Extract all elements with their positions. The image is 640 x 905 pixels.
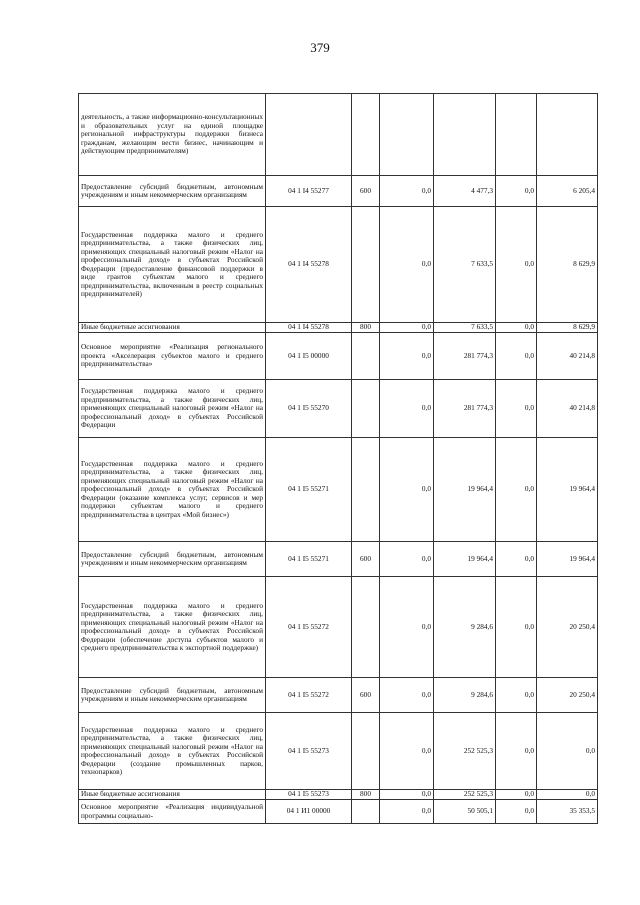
row-value-4: 40 214,8 [537, 380, 598, 438]
row-value-3: 0,0 [496, 542, 537, 577]
row-value-3: 0,0 [496, 380, 537, 438]
row-expense-type: 600 [352, 542, 380, 577]
row-value-2: 252 525,3 [434, 713, 496, 790]
row-value-3: 0,0 [496, 176, 537, 207]
row-description: Государственная поддержка малого и среднего предпринимательства, а также физических лиц, применяющих специальный налоговый режим «Налог на профессиональный доход» в субъектах Российской Федерации (предоставление финансовой поддержки в виде грантов субъектам малого и среднего предпринимательства, включенным в реестр социальных предпринимателей) [79, 207, 266, 323]
table-row [79, 800, 598, 824]
row-value-3 [496, 94, 537, 176]
table-row [79, 678, 598, 713]
row-description: Предоставление субсидий бюджетным, автономным учреждениям и иным некоммерческим организациям [79, 176, 266, 207]
row-value-4 [537, 94, 598, 176]
table-row [79, 333, 598, 380]
row-description: Государственная поддержка малого и среднего предпринимательства, а также физических лиц, применяющих специальный налоговый режим «Налог на профессиональный доход» в субъектах Российской Федерации (создание промышленных парков, технопарков) [79, 713, 266, 790]
row-value-1: 0,0 [380, 577, 434, 678]
row-value-1 [380, 94, 434, 176]
table-row [79, 380, 598, 438]
row-value-1: 0,0 [380, 713, 434, 790]
row-expense-type: 800 [352, 790, 380, 800]
row-code: 04 1 I5 00000 [266, 333, 352, 380]
row-value-1: 0,0 [380, 380, 434, 438]
row-description: Иные бюджетные ассигнования [79, 790, 266, 800]
row-code: 04 1 I5 55272 [266, 678, 352, 713]
row-value-4: 8 629,9 [537, 207, 598, 323]
row-value-3: 0,0 [496, 323, 537, 333]
row-code: 04 1 I4 55278 [266, 207, 352, 323]
row-value-1: 0,0 [380, 176, 434, 207]
row-value-3: 0,0 [496, 577, 537, 678]
row-expense-type [352, 207, 380, 323]
row-value-3: 0,0 [496, 800, 537, 824]
row-expense-type [352, 713, 380, 790]
table-row [79, 438, 598, 542]
row-expense-type [352, 438, 380, 542]
row-value-1: 0,0 [380, 438, 434, 542]
row-expense-type: 600 [352, 176, 380, 207]
row-code: 04 1 I5 55271 [266, 542, 352, 577]
row-expense-type [352, 94, 380, 176]
row-value-1: 0,0 [380, 333, 434, 380]
row-value-4: 0,0 [537, 713, 598, 790]
table-row [79, 577, 598, 678]
row-description: деятельность, а также информационно-консультационных и образовательных услуг на единой площадке региональной инфраструктуры поддержки бизнеса гражданам, желающим вести бизнес, начинающим и действующим предпринимателям) [79, 94, 266, 176]
row-value-4: 19 964,4 [537, 438, 598, 542]
table-row [79, 207, 598, 323]
row-description: Государственная поддержка малого и среднего предпринимательства, а также физических лиц, применяющих специальный налоговый режим «Налог на профессиональный доход» в субъектах Российской Федерации [79, 380, 266, 438]
row-code: 04 1 I4 55277 [266, 176, 352, 207]
row-description: Основное мероприятие «Реализация регионального проекта «Акселерация субъектов малого и среднего предпринимательства» [79, 333, 266, 380]
row-value-4: 20 250,4 [537, 678, 598, 713]
row-code: 04 1 I5 55271 [266, 438, 352, 542]
row-value-3: 0,0 [496, 678, 537, 713]
row-code: 04 1 I5 55270 [266, 380, 352, 438]
table-row [79, 713, 598, 790]
page-number: 379 [310, 40, 330, 55]
table-row [79, 542, 598, 577]
row-value-2: 19 964,4 [434, 542, 496, 577]
row-value-4: 8 629,9 [537, 323, 598, 333]
table-row [79, 323, 598, 333]
row-value-4: 20 250,4 [537, 577, 598, 678]
row-code: 04 1 I5 55272 [266, 577, 352, 678]
row-description: Основное мероприятие «Реализация индивидуальной программы социально- [79, 800, 266, 824]
row-description: Государственная поддержка малого и среднего предпринимательства, а также физических лиц, применяющих специальный налоговый режим «Налог на профессиональный доход» в субъектах Российской Федерации (оказание комплекса услуг, сервисов и мер поддержки субъектам малого и среднего предпринимательства в центрах «Мой бизнес») [79, 438, 266, 542]
table-row [79, 94, 598, 176]
row-value-2: 7 633,5 [434, 323, 496, 333]
row-value-1: 0,0 [380, 800, 434, 824]
row-value-2: 19 964,4 [434, 438, 496, 542]
row-value-4: 35 353,5 [537, 800, 598, 824]
row-value-3: 0,0 [496, 713, 537, 790]
table-row [79, 790, 598, 800]
row-value-2: 281 774,3 [434, 380, 496, 438]
row-value-1: 0,0 [380, 678, 434, 713]
row-value-3: 0,0 [496, 333, 537, 380]
row-value-2: 252 525,3 [434, 790, 496, 800]
row-value-3: 0,0 [496, 438, 537, 542]
budget-table [78, 93, 598, 824]
row-value-4: 6 205,4 [537, 176, 598, 207]
row-value-2: 7 633,5 [434, 207, 496, 323]
row-description: Иные бюджетные ассигнования [79, 323, 266, 333]
row-value-2: 4 477,3 [434, 176, 496, 207]
row-description: Предоставление субсидий бюджетным, автономным учреждениям и иным некоммерческим организациям [79, 542, 266, 577]
row-expense-type [352, 380, 380, 438]
row-expense-type: 800 [352, 323, 380, 333]
row-value-2 [434, 94, 496, 176]
row-expense-type [352, 800, 380, 824]
row-value-4: 40 214,8 [537, 333, 598, 380]
row-value-4: 19 964,4 [537, 542, 598, 577]
row-code: 04 1 I4 55278 [266, 323, 352, 333]
row-value-1: 0,0 [380, 790, 434, 800]
row-code: 04 1 I5 55273 [266, 790, 352, 800]
row-value-2: 9 284,6 [434, 678, 496, 713]
row-expense-type [352, 333, 380, 380]
row-value-4: 0,0 [537, 790, 598, 800]
row-value-2: 281 774,3 [434, 333, 496, 380]
row-expense-type [352, 577, 380, 678]
row-code [266, 94, 352, 176]
row-code: 04 1 И1 00000 [266, 800, 352, 824]
row-value-2: 50 505,1 [434, 800, 496, 824]
row-expense-type: 600 [352, 678, 380, 713]
row-value-1: 0,0 [380, 207, 434, 323]
row-value-2: 9 284,6 [434, 577, 496, 678]
row-code: 04 1 I5 55273 [266, 713, 352, 790]
row-description: Предоставление субсидий бюджетным, автономным учреждениям и иным некоммерческим организациям [79, 678, 266, 713]
row-value-1: 0,0 [380, 323, 434, 333]
row-value-3: 0,0 [496, 207, 537, 323]
row-description: Государственная поддержка малого и среднего предпринимательства, а также физических лиц, применяющих специальный налоговый режим «Налог на профессиональный доход» в субъектах Российской Федерации (обеспечение доступа субъектов малого и среднего предпринимательства к экспортной поддержке) [79, 577, 266, 678]
row-value-3: 0,0 [496, 790, 537, 800]
row-value-1: 0,0 [380, 542, 434, 577]
table-row [79, 176, 598, 207]
